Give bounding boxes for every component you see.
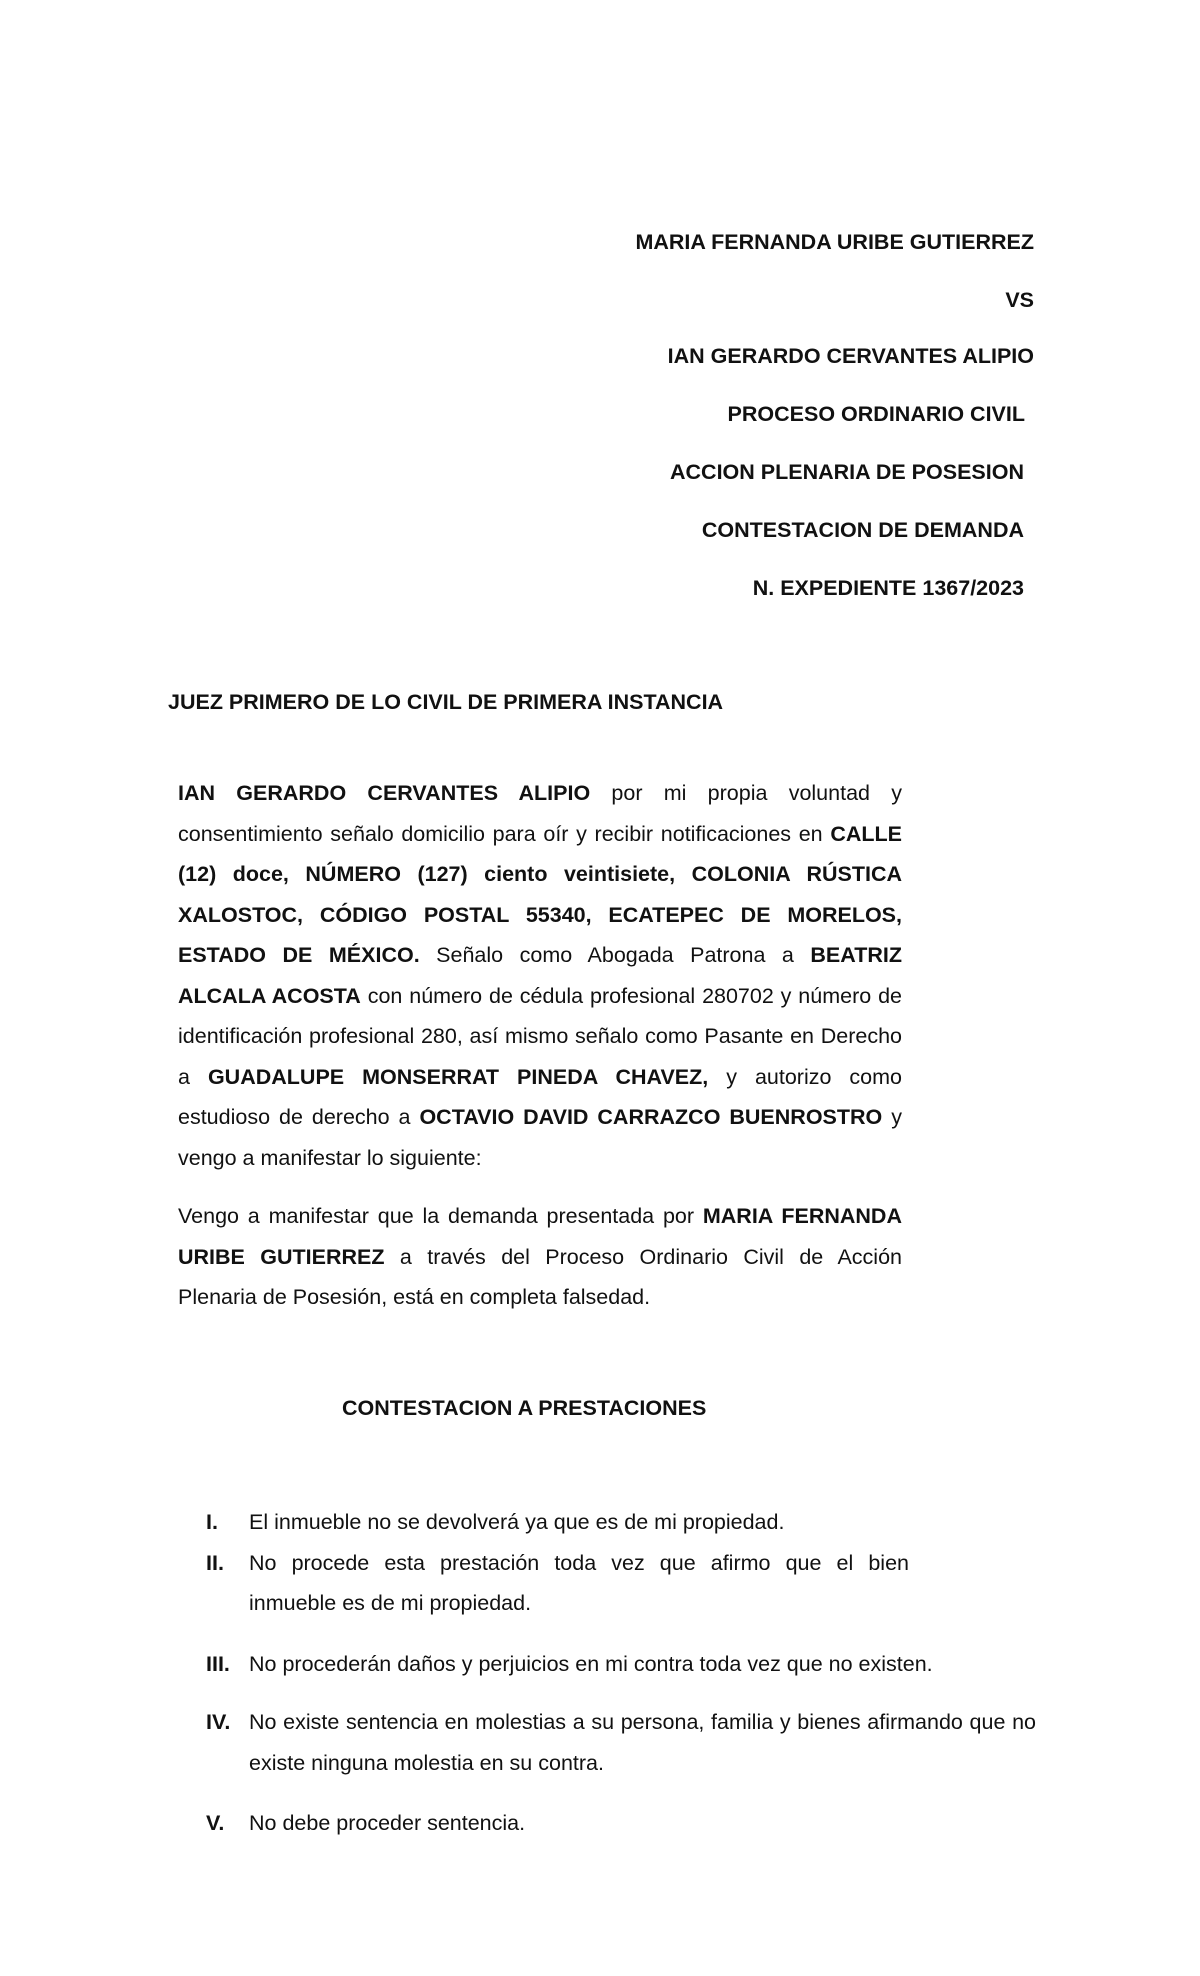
defendant-name: IAN GERARDO CERVANTES ALIPIO [178, 781, 591, 805]
responses-list [206, 1502, 1036, 1844]
item-number: I. [206, 1510, 218, 1534]
item-number: III. [206, 1651, 230, 1676]
list-item [206, 1502, 1036, 1543]
item-text: No debe proceder sentencia. [249, 1811, 526, 1835]
item-number: IV. [206, 1710, 231, 1734]
plaintiff-name: MARIA FERNANDA URIBE GUTIERREZ [178, 1204, 902, 1269]
header-defendant: IAN GERARDO CERVANTES ALIPIO [667, 344, 1034, 368]
list-item [206, 1644, 1036, 1685]
text-span: con número de cédula profesional 280702 y número de identificación profesional 280, así mismo señalo como Pasante en Derecho a [178, 983, 902, 1089]
list-item [206, 1543, 909, 1624]
text-span: a través del Proceso Ordinario Civil de Acción Plenaria de Posesión, está en completa falsedad. [178, 1244, 902, 1309]
header-document-type: CONTESTACION DE DEMANDA [701, 518, 1024, 542]
item-number: II. [206, 1550, 224, 1575]
header-action: ACCION PLENARIA DE POSESION [670, 460, 1024, 484]
text-span: Vengo a manifestar que la demanda presentada por [178, 1204, 703, 1228]
item-text: El inmueble no se devolverá ya que es de mi propiedad. [249, 1510, 785, 1534]
lawyer-name: BEATRIZ ALCALA ACOSTA [178, 943, 902, 1008]
header-plaintiff: MARIA FERNANDA URIBE GUTIERREZ [635, 230, 1034, 254]
address: CALLE (12) doce, NÚMERO (127) ciento veintisiete, COLONIA RÚSTICA XALOSTOC, CÓDIGO POSTAL 55340, ECATEPEC DE MORELOS, ESTADO DE MÉXICO. [178, 821, 902, 967]
text-span: Señalo como Abogada Patrona a [419, 943, 811, 967]
list-item [206, 1803, 1036, 1844]
item-text: No procede esta prestación toda vez que afirmo que el bien inmueble es de mi propiedad. [249, 1550, 909, 1615]
header-versus: VS [1005, 288, 1034, 312]
addressee-judge: JUEZ PRIMERO DE LO CIVIL DE PRIMERA INSTANCIA [168, 690, 724, 714]
student-name: OCTAVIO DAVID CARRAZCO BUENROSTRO [419, 1105, 883, 1129]
item-text: No existe sentencia en molestias a su persona, familia y bienes afirmando que no existe ninguna molestia en su contra. [249, 1710, 1036, 1775]
header-case-number: N. EXPEDIENTE 1367/2023 [752, 576, 1024, 600]
intro-paragraph [178, 773, 902, 1178]
statement-paragraph [178, 1196, 902, 1318]
text-span: y autorizo como estudioso de derecho a [178, 1064, 903, 1129]
text-span: y vengo a manifestar lo siguiente: [178, 1105, 902, 1170]
list-item [206, 1702, 1036, 1783]
header-process: PROCESO ORDINARIO CIVIL [727, 402, 1025, 426]
item-number: V. [206, 1811, 225, 1835]
text-span: por mi propia voluntad y consentimiento señalo domicilio para oír y recibir notificaciones en [178, 781, 902, 846]
intern-name: GUADALUPE MONSERRAT PINEDA CHAVEZ, [207, 1064, 709, 1089]
item-text: No procederán daños y perjuicios en mi contra toda vez que no existen. [249, 1651, 933, 1676]
section-title: CONTESTACION A PRESTACIONES [342, 1396, 707, 1420]
